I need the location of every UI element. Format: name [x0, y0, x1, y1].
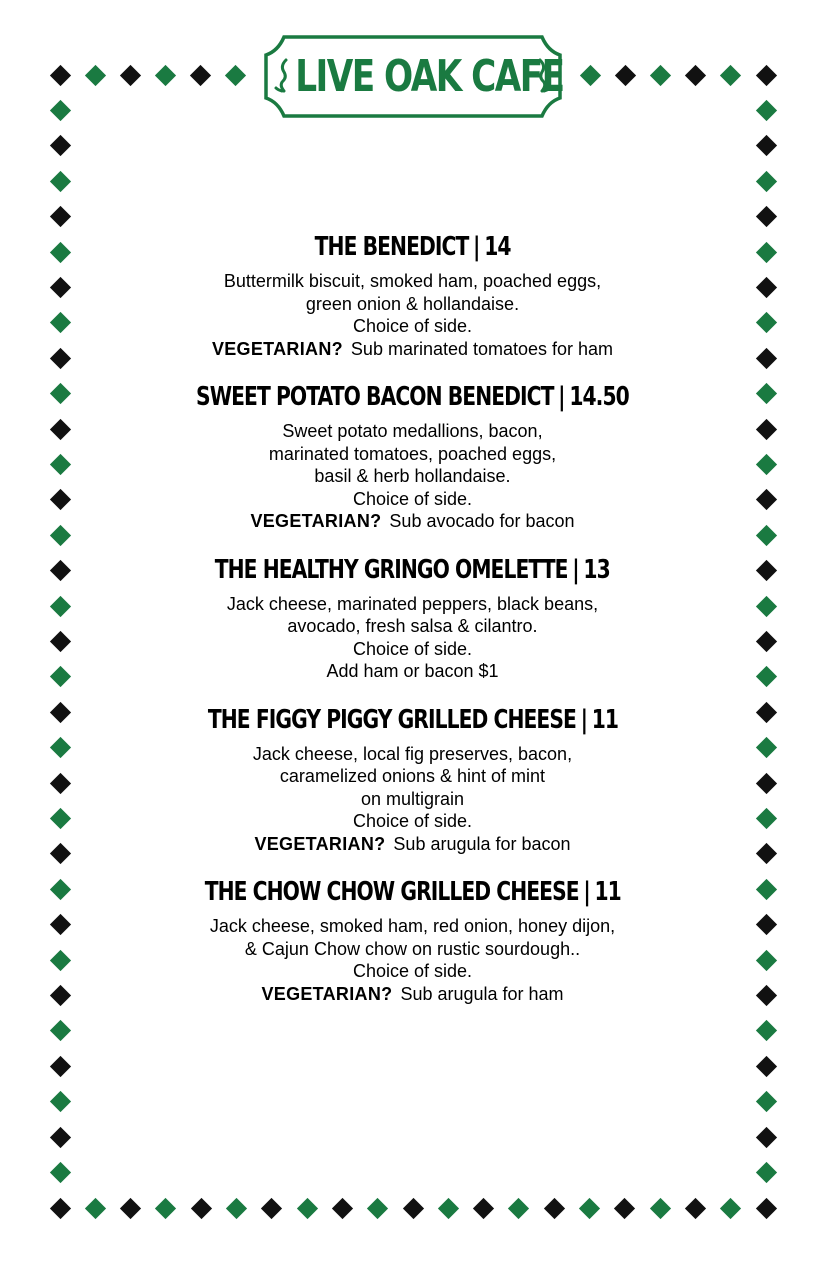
- black-diamond-icon: [49, 914, 70, 935]
- menu-item-title: [315, 228, 511, 266]
- menu-item-description-line: Jack cheese, local fig preserves, bacon,: [252, 743, 573, 764]
- black-diamond-icon: [755, 773, 776, 794]
- green-diamond-icon: [579, 64, 600, 85]
- black-diamond-icon: [755, 1127, 776, 1148]
- black-diamond-icon: [191, 1197, 212, 1218]
- black-diamond-icon: [119, 64, 140, 85]
- menu-item-name: THE BENEDICT: [314, 232, 469, 262]
- green-diamond-icon: [755, 879, 776, 900]
- black-diamond-icon: [49, 277, 70, 298]
- black-diamond-icon: [755, 1056, 776, 1077]
- green-diamond-icon: [49, 595, 70, 616]
- green-diamond-icon: [720, 1197, 741, 1218]
- black-diamond-icon: [49, 560, 70, 581]
- black-diamond-icon: [261, 1197, 282, 1218]
- black-diamond-icon: [49, 1056, 70, 1077]
- menu-item-description-line: Buttermilk biscuit, smoked ham, poached eggs,: [223, 271, 602, 291]
- vegetarian-substitution: Sub avocado for bacon: [389, 511, 575, 531]
- menu-item-title: [204, 873, 620, 911]
- green-diamond-icon: [755, 1162, 776, 1183]
- black-diamond-icon: [49, 135, 70, 156]
- green-diamond-icon: [719, 64, 740, 85]
- menu-item-price: 11: [591, 704, 618, 735]
- menu-item-name: SWEET POTATO BACON BENEDICT: [196, 382, 554, 412]
- green-diamond-icon: [755, 1091, 776, 1112]
- menu-item-price: 13: [583, 554, 611, 585]
- black-diamond-icon: [755, 348, 776, 369]
- green-diamond-icon: [49, 171, 70, 192]
- green-diamond-icon: [755, 312, 776, 333]
- green-diamond-icon: [755, 1020, 776, 1041]
- green-diamond-icon: [49, 737, 70, 758]
- green-diamond-icon: [755, 525, 776, 546]
- price-divider: |: [583, 877, 590, 907]
- black-diamond-icon: [685, 1197, 706, 1218]
- menu-item-description-line: Jack cheese, marinated peppers, black beans,: [226, 593, 599, 614]
- price-divider: |: [472, 232, 480, 262]
- green-diamond-icon: [49, 312, 70, 333]
- green-diamond-icon: [224, 64, 245, 85]
- black-diamond-icon: [755, 843, 776, 864]
- black-diamond-icon: [755, 631, 776, 652]
- menu-item-description-line: basil & herb hollandaise.: [314, 466, 511, 486]
- black-diamond-icon: [49, 985, 70, 1006]
- black-diamond-icon: [473, 1197, 494, 1218]
- black-diamond-icon: [755, 418, 776, 439]
- price-divider: |: [558, 382, 565, 412]
- menu-item: [120, 378, 705, 533]
- menu-item-description-line: caramelized onions & hint of mint: [279, 766, 546, 786]
- green-diamond-icon: [755, 454, 776, 475]
- vegetarian-label: VEGETARIAN?: [250, 511, 382, 531]
- vegetarian-option: [120, 510, 705, 533]
- green-diamond-icon: [755, 950, 776, 971]
- green-diamond-icon: [49, 454, 70, 475]
- green-diamond-icon: [755, 666, 776, 687]
- menu-item: [120, 701, 705, 856]
- black-diamond-icon: [120, 1197, 141, 1218]
- green-diamond-icon: [49, 525, 70, 546]
- black-diamond-icon: [755, 914, 776, 935]
- black-diamond-icon: [49, 348, 70, 369]
- menu-item-title: [215, 551, 610, 589]
- menu-item-description-line: Sweet potato medallions, bacon,: [282, 421, 543, 441]
- black-diamond-icon: [755, 135, 776, 156]
- green-diamond-icon: [755, 241, 776, 262]
- green-diamond-icon: [49, 1020, 70, 1041]
- vegetarian-option: [120, 983, 705, 1006]
- vegetarian-option: [120, 338, 705, 361]
- menu-item-name: THE CHOW CHOW GRILLED CHEESE: [204, 877, 579, 907]
- menu-item-description-line: & Cajun Chow chow on rustic sourdough..: [244, 938, 581, 959]
- black-diamond-icon: [755, 206, 776, 227]
- menu-item-description-line: green onion & hollandaise.: [305, 293, 520, 314]
- green-diamond-icon: [49, 950, 70, 971]
- black-diamond-icon: [49, 702, 70, 723]
- menu-item-name: THE FIGGY PIGGY GRILLED CHEESE: [207, 704, 576, 735]
- green-diamond-icon: [49, 100, 70, 121]
- green-diamond-icon: [579, 1197, 600, 1218]
- menu-item-price: 14: [484, 232, 511, 262]
- green-diamond-icon: [755, 171, 776, 192]
- green-diamond-icon: [49, 808, 70, 829]
- menu-list: [120, 228, 705, 1023]
- green-diamond-icon: [85, 1197, 106, 1218]
- menu-item-description-line: Add ham or bacon $1: [326, 661, 499, 681]
- green-diamond-icon: [49, 1091, 70, 1112]
- cafe-logo: [262, 33, 564, 120]
- green-diamond-icon: [49, 666, 70, 687]
- menu-item-description-line: Choice of side.: [352, 316, 473, 336]
- green-diamond-icon: [438, 1197, 459, 1218]
- green-diamond-icon: [84, 64, 105, 85]
- menu-item-description-line: Choice of side.: [352, 638, 473, 659]
- green-diamond-icon: [508, 1197, 529, 1218]
- black-diamond-icon: [49, 1197, 70, 1218]
- black-diamond-icon: [49, 631, 70, 652]
- green-diamond-icon: [49, 241, 70, 262]
- black-diamond-icon: [544, 1197, 565, 1218]
- black-diamond-icon: [49, 773, 70, 794]
- black-diamond-icon: [755, 1197, 776, 1218]
- green-diamond-icon: [649, 64, 670, 85]
- menu-item-description-line: Choice of side.: [352, 961, 473, 981]
- green-diamond-icon: [367, 1197, 388, 1218]
- black-diamond-icon: [755, 560, 776, 581]
- green-diamond-icon: [49, 383, 70, 404]
- black-diamond-icon: [332, 1197, 353, 1218]
- black-diamond-icon: [614, 64, 635, 85]
- black-diamond-icon: [755, 489, 776, 510]
- black-diamond-icon: [755, 64, 776, 85]
- cafe-name: LIVE OAK CAFE: [295, 51, 564, 102]
- menu-item: [120, 873, 705, 1005]
- menu-item-title: [196, 378, 629, 416]
- black-diamond-icon: [755, 277, 776, 298]
- black-diamond-icon: [402, 1197, 423, 1218]
- green-diamond-icon: [755, 100, 776, 121]
- green-diamond-icon: [755, 595, 776, 616]
- menu-item: [120, 228, 705, 360]
- black-diamond-icon: [755, 985, 776, 1006]
- menu-item-description-line: Choice of side.: [352, 811, 473, 831]
- green-diamond-icon: [755, 383, 776, 404]
- green-diamond-icon: [649, 1197, 670, 1218]
- vegetarian-substitution: Sub arugula for bacon: [393, 833, 571, 854]
- black-diamond-icon: [684, 64, 705, 85]
- green-diamond-icon: [226, 1197, 247, 1218]
- black-diamond-icon: [49, 206, 70, 227]
- menu-item-title: [207, 701, 617, 739]
- menu-item-description-line: marinated tomatoes, poached eggs,: [268, 443, 557, 464]
- menu-item-description-line: Choice of side.: [352, 488, 473, 509]
- vegetarian-substitution: Sub marinated tomatoes for ham: [350, 338, 614, 359]
- black-diamond-icon: [755, 702, 776, 723]
- vegetarian-label: VEGETARIAN?: [254, 833, 386, 854]
- menu-item-name: THE HEALTHY GRINGO OMELETTE: [214, 554, 568, 585]
- green-diamond-icon: [755, 737, 776, 758]
- vegetarian-substitution: Sub arugula for ham: [400, 983, 564, 1004]
- vegetarian-label: VEGETARIAN?: [261, 983, 393, 1004]
- black-diamond-icon: [49, 843, 70, 864]
- black-diamond-icon: [189, 64, 210, 85]
- green-diamond-icon: [155, 1197, 176, 1218]
- black-diamond-icon: [49, 64, 70, 85]
- menu-item: [120, 551, 705, 683]
- menu-item-description-line: Jack cheese, smoked ham, red onion, honey dijon,: [209, 916, 616, 936]
- black-diamond-icon: [49, 489, 70, 510]
- green-diamond-icon: [755, 808, 776, 829]
- green-diamond-icon: [154, 64, 175, 85]
- black-diamond-icon: [614, 1197, 635, 1218]
- price-divider: |: [580, 704, 587, 735]
- black-diamond-icon: [49, 418, 70, 439]
- price-divider: |: [572, 554, 579, 585]
- vegetarian-label: VEGETARIAN?: [211, 338, 343, 359]
- green-diamond-icon: [49, 1162, 70, 1183]
- green-diamond-icon: [296, 1197, 317, 1218]
- vegetarian-option: [120, 833, 705, 856]
- green-diamond-icon: [49, 879, 70, 900]
- menu-item-price: 11: [594, 877, 621, 907]
- menu-item-description-line: on multigrain: [360, 788, 465, 809]
- black-diamond-icon: [49, 1127, 70, 1148]
- menu-item-price: 14.50: [569, 382, 629, 412]
- menu-item-description-line: avocado, fresh salsa & cilantro.: [287, 616, 538, 636]
